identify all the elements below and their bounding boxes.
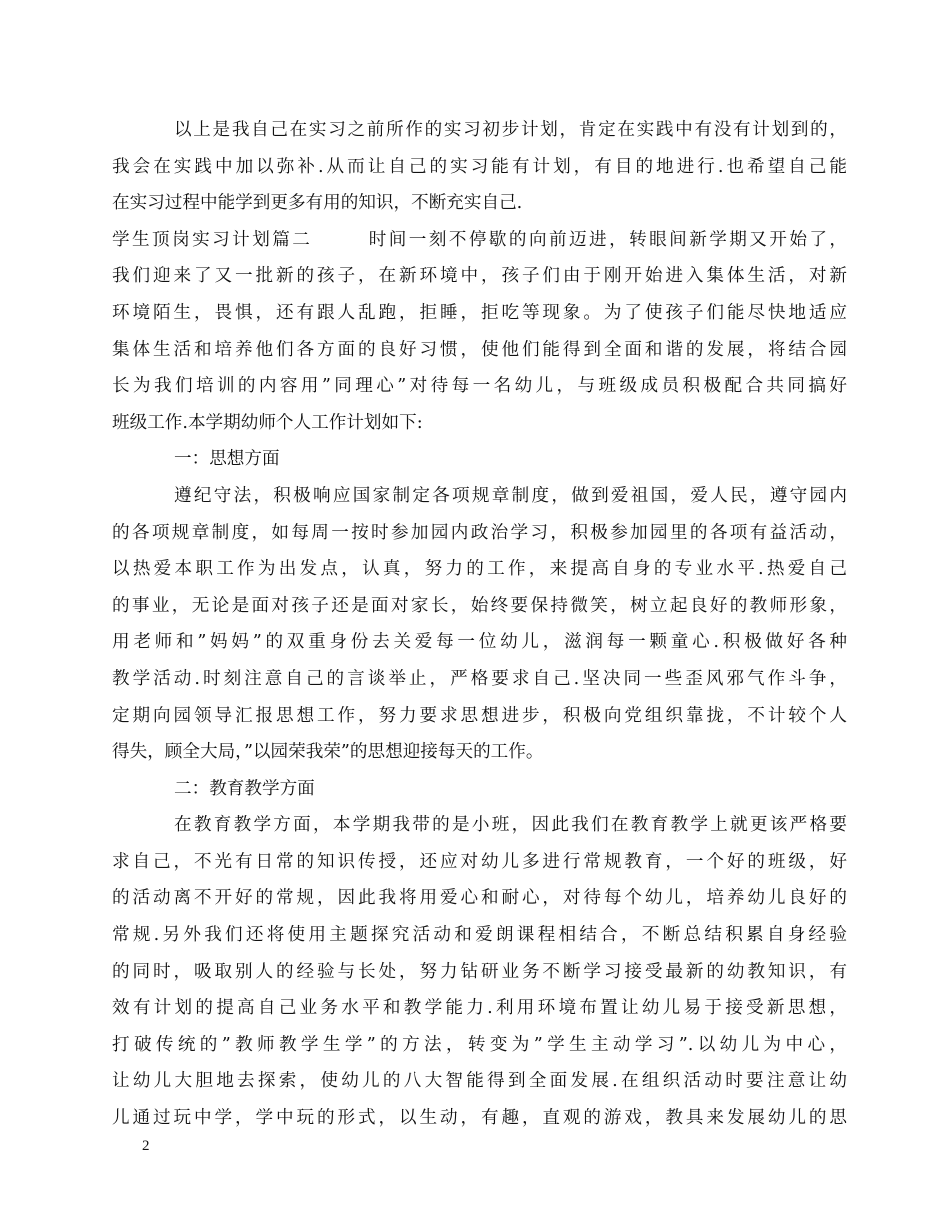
page-number: 2: [142, 1138, 150, 1154]
text-line: 得失，顾全大局，”以园荣我荣”的思想迎接每天的工作。: [112, 742, 544, 763]
text-line: 我会在实践中加以弥补.从而让自己的实习能有计划，有目的地进行.也希望自己能: [112, 156, 847, 177]
text-line: 的各项规章制度，如每周一按时参加园内政治学习，积极参加园里的各项有益活动，: [112, 522, 847, 543]
text-line: 环境陌生，畏惧，还有跟人乱跑，拒睡，拒吃等现象。为了使孩子们能尽快地适应: [112, 302, 847, 323]
text-line: 长为我们培训的内容用”同理心”对待每一名幼儿，与班级成员积极配合共同搞好: [112, 376, 847, 397]
text-line: 集体生活和培养他们各方面的良好习惯，使他们能得到全面和谐的发展，将结合园: [112, 339, 847, 360]
subsection-heading: 一：思想方面: [174, 449, 280, 470]
text-line: 打破传统的”教师教学生学”的方法，转变为”学生主动学习”.以幼儿为中心，: [112, 1034, 847, 1055]
subsection-heading: 二：教育教学方面: [174, 778, 315, 799]
text-line: 的活动离不开好的常规，因此我将用爱心和耐心，对待每个幼儿，培养幼儿良好的: [112, 888, 847, 909]
text-line: 在教育教学方面，本学期我带的是小班，因此我们在教育教学上就更该严格要: [174, 815, 847, 836]
text-line: 教学活动.时刻注意自己的言谈举止，严格要求自己.坚决同一些歪风邪气作斗争，: [112, 668, 847, 689]
text-line-inline: 时间一刻不停歇的向前迈进，转眼间新学期又开始了，: [366, 229, 847, 250]
text-line: 在实习过程中能学到更多有用的知识，不断充实自己.: [112, 193, 523, 214]
text-line: 我们迎来了又一批新的孩子，在新环境中，孩子们由于刚开始进入集体生活，对新: [112, 266, 847, 287]
text-line: 以热爱本职工作为出发点，认真，努力的工作，来提高自身的专业水平.热爱自己: [112, 559, 847, 580]
document-body: [112, 112, 847, 1137]
text-line: 让幼儿大胆地去探索，使幼儿的八大智能得到全面发展.在组织活动时要注意让幼: [112, 1071, 847, 1092]
section-heading: 学生顶岗实习计划篇二: [112, 229, 313, 250]
text-line: 班级工作.本学期幼师个人工作计划如下:: [112, 412, 423, 433]
section-heading-line: [112, 222, 847, 259]
text-line: 定期向园领导汇报思想工作，努力要求思想进步，积极向党组织靠拢，不计较个人: [112, 705, 847, 726]
text-line: 用老师和”妈妈”的双重身份去关爱每一位幼儿，滋润每一颗童心.积极做好各种: [112, 632, 847, 653]
text-line: 常规.另外我们还将使用主题探究活动和爱朗课程相结合，不断总结积累自身经验: [112, 925, 847, 946]
text-line: 求自己，不光有日常的知识传授，还应对幼儿多进行常规教育，一个好的班级，好: [112, 851, 847, 872]
text-line: 儿通过玩中学，学中玩的形式，以生动，有趣，直观的游戏，教具来发展幼儿的思: [112, 1108, 847, 1129]
text-line: 的事业，无论是面对孩子还是面对家长，始终要保持微笑，树立起良好的教师形象，: [112, 595, 847, 616]
text-line: 的同时，吸取别人的经验与长处，努力钻研业务不断学习接受最新的幼教知识，有: [112, 961, 847, 982]
text-line: 效有计划的提高自己业务水平和教学能力.利用环境布置让幼儿易于接受新思想，: [112, 998, 847, 1019]
text-line: 遵纪守法，积极响应国家制定各项规章制度，做到爱祖国，爱人民，遵守园内: [174, 485, 847, 506]
text-line: 以上是我自己在实习之前所作的实习初步计划，肯定在实践中有没有计划到的，: [174, 120, 847, 140]
